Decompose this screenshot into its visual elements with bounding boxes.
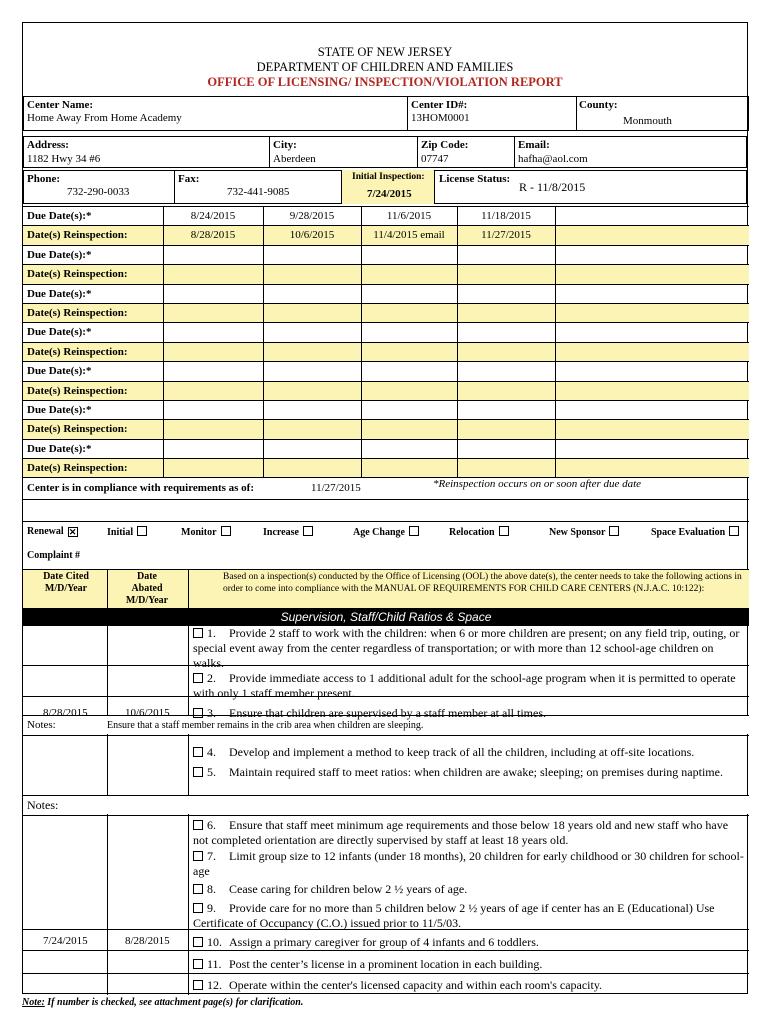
initial-option[interactable]: Initial — [107, 526, 147, 538]
increase-checkbox[interactable] — [303, 526, 313, 536]
reinspection-dates-row — [23, 458, 749, 478]
relocation-option[interactable]: Relocation — [449, 526, 509, 538]
requirement-10: 10. Assign a primary caregiver for group of 4 infants and 6 toddlers. — [193, 935, 745, 950]
req3-date-cited: 8/28/2015 — [43, 707, 88, 719]
fax-label: Fax: — [178, 173, 200, 185]
req10-date-abated: 8/28/2015 — [125, 935, 170, 947]
reinspection-label: Date(s) Reinspection: — [27, 229, 128, 242]
reinspection-dates-row — [23, 303, 749, 323]
req-12-checkbox[interactable] — [193, 980, 203, 990]
fax-value: 732-441-9085 — [227, 186, 290, 198]
license-status-value: R - 11/8/2015 — [519, 180, 586, 194]
age-change-option[interactable]: Age Change — [353, 526, 419, 538]
city-value: Aberdeen — [273, 153, 316, 165]
reinspection-label: Date(s) Reinspection: — [27, 423, 128, 436]
req-5-checkbox[interactable] — [193, 767, 203, 777]
req-2-checkbox[interactable] — [193, 673, 203, 683]
due-dates-label: Due Date(s):* — [27, 326, 92, 339]
due-dates-label: Due Date(s):* — [27, 365, 92, 378]
reinspection-dates-row — [23, 225, 749, 245]
due-date-cell: 11/18/2015 — [481, 210, 531, 222]
req-3-checkbox[interactable] — [193, 708, 203, 718]
compliance-date: 11/27/2015 — [311, 482, 361, 494]
zip-label: Zip Code: — [421, 139, 469, 151]
requirement-4: 4. Develop and implement a method to keep track of all the children, including at off-site locations. — [193, 745, 745, 760]
header-department: DEPARTMENT OF CHILDREN AND FAMILIES — [256, 60, 514, 74]
req-11-checkbox[interactable] — [193, 959, 203, 969]
increase-option[interactable]: Increase — [263, 526, 313, 538]
reinspection-dates-row — [23, 381, 749, 401]
new-sponsor-option[interactable]: New Sponsor — [549, 526, 619, 538]
email-value: hafha@aol.com — [518, 153, 588, 165]
due-dates-row — [23, 206, 749, 226]
space-evaluation-checkbox[interactable] — [729, 526, 739, 536]
requirement-5: 5. Maintain required staff to meet ratios: when children are awake; sleeping; on premises during naptime. — [193, 765, 745, 780]
center-id-value: 13HOM0001 — [411, 112, 470, 124]
due-dates-label: Due Date(s):* — [27, 248, 92, 261]
due-dates-row — [23, 439, 749, 459]
city-label: City: — [273, 139, 297, 151]
renewal-option[interactable]: Renewal ✕ — [27, 526, 77, 537]
reinspection-dates-row — [23, 419, 749, 439]
reinspection-note: *Reinspection occurs on or soon after due date — [433, 478, 642, 490]
complaint-label: Complaint # — [27, 550, 81, 561]
reinspection-label: Date(s) Reinspection: — [27, 268, 128, 281]
requirement-7: 7. Limit group size to 12 infants (under 18 months), 20 children for early childhood or 30 children for school-age — [193, 849, 744, 878]
date-abated-header: Date Abated M/D/Year — [125, 571, 169, 606]
section-title: Supervision, Staff/Child Ratios & Space — [23, 608, 749, 626]
requirement-12: 12. Operate within the center's licensed capacity and within each room's capacity. — [193, 978, 745, 993]
requirement-1: 1. Provide 2 staff to work with the children: when 6 or more children are present; on any field trip, outing, or special event away from the center regardless of transportation; or with more than 12 school-age children on walks. — [193, 626, 740, 670]
age-change-checkbox[interactable] — [409, 526, 419, 536]
due-dates-row — [23, 322, 749, 342]
center-name-value: Home Away From Home Academy — [27, 112, 182, 124]
inspection-report-form — [22, 22, 748, 994]
center-name-label: Center Name: — [27, 99, 94, 111]
due-dates-row — [23, 400, 749, 420]
req-9-checkbox[interactable] — [193, 903, 203, 913]
reinspection-label: Date(s) Reinspection: — [27, 345, 128, 358]
due-dates-label: Due Date(s):* — [27, 210, 92, 222]
requirement-3: 3. Ensure that children are supervised by a staff member at all times. — [193, 706, 745, 721]
reinspection-date-cell: 11/4/2015 email — [373, 229, 445, 242]
report-title: OFFICE OF LICENSING/ INSPECTION/VIOLATION REPORT — [207, 75, 563, 89]
county-label: County: — [579, 99, 618, 111]
county-value: Monmouth — [623, 115, 672, 127]
due-date-cell: 11/6/2015 — [386, 210, 432, 222]
due-dates-row — [23, 245, 749, 265]
address-label: Address: — [27, 139, 69, 151]
compliance-label: Center is in compliance with requirements as of: — [27, 482, 255, 494]
requirement-2: 2. Provide immediate access to 1 additional adult for the school-age program when it is permitted to operate with only 1 staff member present. — [193, 671, 736, 700]
reinspection-dates-row — [23, 264, 749, 284]
req3-date-abated: 10/6/2015 — [125, 707, 170, 719]
req-6-checkbox[interactable] — [193, 820, 203, 830]
center-id-label: Center ID#: — [411, 99, 468, 111]
req-8-checkbox[interactable] — [193, 884, 203, 894]
req-7-checkbox[interactable] — [193, 851, 203, 861]
req-1-checkbox[interactable] — [193, 628, 203, 638]
due-dates-label: Due Date(s):* — [27, 404, 92, 416]
req10-date-cited: 7/24/2015 — [43, 935, 88, 947]
requirement-11: 11. Post the center’s license in a prominent location in each building. — [193, 957, 745, 972]
renewal-checkbox[interactable]: ✕ — [68, 527, 77, 537]
due-date-cell: 9/28/2015 — [289, 210, 335, 222]
notes-label-1: Notes: — [27, 719, 56, 731]
notes-text-1: Ensure that a staff member remains in the crib area when children are sleeping. — [107, 720, 424, 731]
due-date-cell: 8/24/2015 — [190, 210, 236, 222]
email-label: Email: — [518, 139, 550, 151]
phone-label: Phone: — [27, 173, 60, 185]
reinspection-date-cell: 10/6/2015 — [289, 229, 335, 242]
new-sponsor-checkbox[interactable] — [609, 526, 619, 536]
req-4-checkbox[interactable] — [193, 747, 203, 757]
requirement-6: 6. Ensure that staff meet minimum age requirements and those below 18 years old and new staff who have not completed orientation are directly supervised by staff at least 18 years old. — [193, 818, 729, 847]
space-evaluation-option[interactable]: Space Evaluation — [651, 526, 739, 538]
due-dates-row — [23, 361, 749, 381]
date-cited-header: Date Cited M/D/Year — [43, 571, 89, 594]
monitor-checkbox[interactable] — [221, 526, 231, 536]
notes-row-2 — [24, 796, 748, 814]
requirement-9: 9. Provide care for no more than 5 children below 2 ½ years of age if center has an E (Educational) Use Certificate of Occupancy (C.O.) issued prior to 11/5/03. — [193, 901, 715, 930]
initial-checkbox[interactable] — [137, 526, 147, 536]
req-10-checkbox[interactable] — [193, 937, 203, 947]
reinspection-label: Date(s) Reinspection: — [27, 462, 128, 475]
initial-inspection-date: 7/24/2015 — [367, 188, 412, 200]
due-dates-row — [23, 284, 749, 304]
actions-intro: Based on a inspection(s) conducted by the Office of Licensing (OOL) the above date(s), the center needs to take the following actions in order to come into compliance with the MANUAL OF REQUIREMENTS FOR CHILD CARE CENTERS (N.J.A.C. 10:122): — [223, 572, 742, 594]
header-state: STATE OF NEW JERSEY — [317, 45, 453, 59]
reinspection-date-cell: 11/27/2015 — [481, 229, 531, 242]
footer-note: Note: If number is checked, see attachment page(s) for clarification. — [22, 997, 304, 1008]
reinspection-label: Date(s) Reinspection: — [27, 307, 128, 319]
address-row — [23, 136, 747, 168]
initial-inspection-label: Initial Inspection: — [352, 172, 425, 182]
monitor-option[interactable]: Monitor — [181, 526, 231, 538]
due-dates-label: Due Date(s):* — [27, 287, 92, 300]
license-status-label: License Status: — [439, 173, 511, 185]
notes-label-2: Notes: — [27, 798, 59, 812]
reinspection-label: Date(s) Reinspection: — [27, 384, 128, 397]
relocation-checkbox[interactable] — [499, 526, 509, 536]
phone-value: 732-290-0033 — [67, 186, 130, 198]
zip-value: 07747 — [421, 153, 449, 165]
due-dates-label: Due Date(s):* — [27, 442, 92, 455]
requirement-8: 8. Cease caring for children below 2 ½ years of age. — [193, 882, 745, 897]
reinspection-dates-row — [23, 342, 749, 362]
reinspection-date-cell: 8/28/2015 — [190, 229, 236, 242]
address-value: 1182 Hwy 34 #6 — [27, 153, 101, 165]
